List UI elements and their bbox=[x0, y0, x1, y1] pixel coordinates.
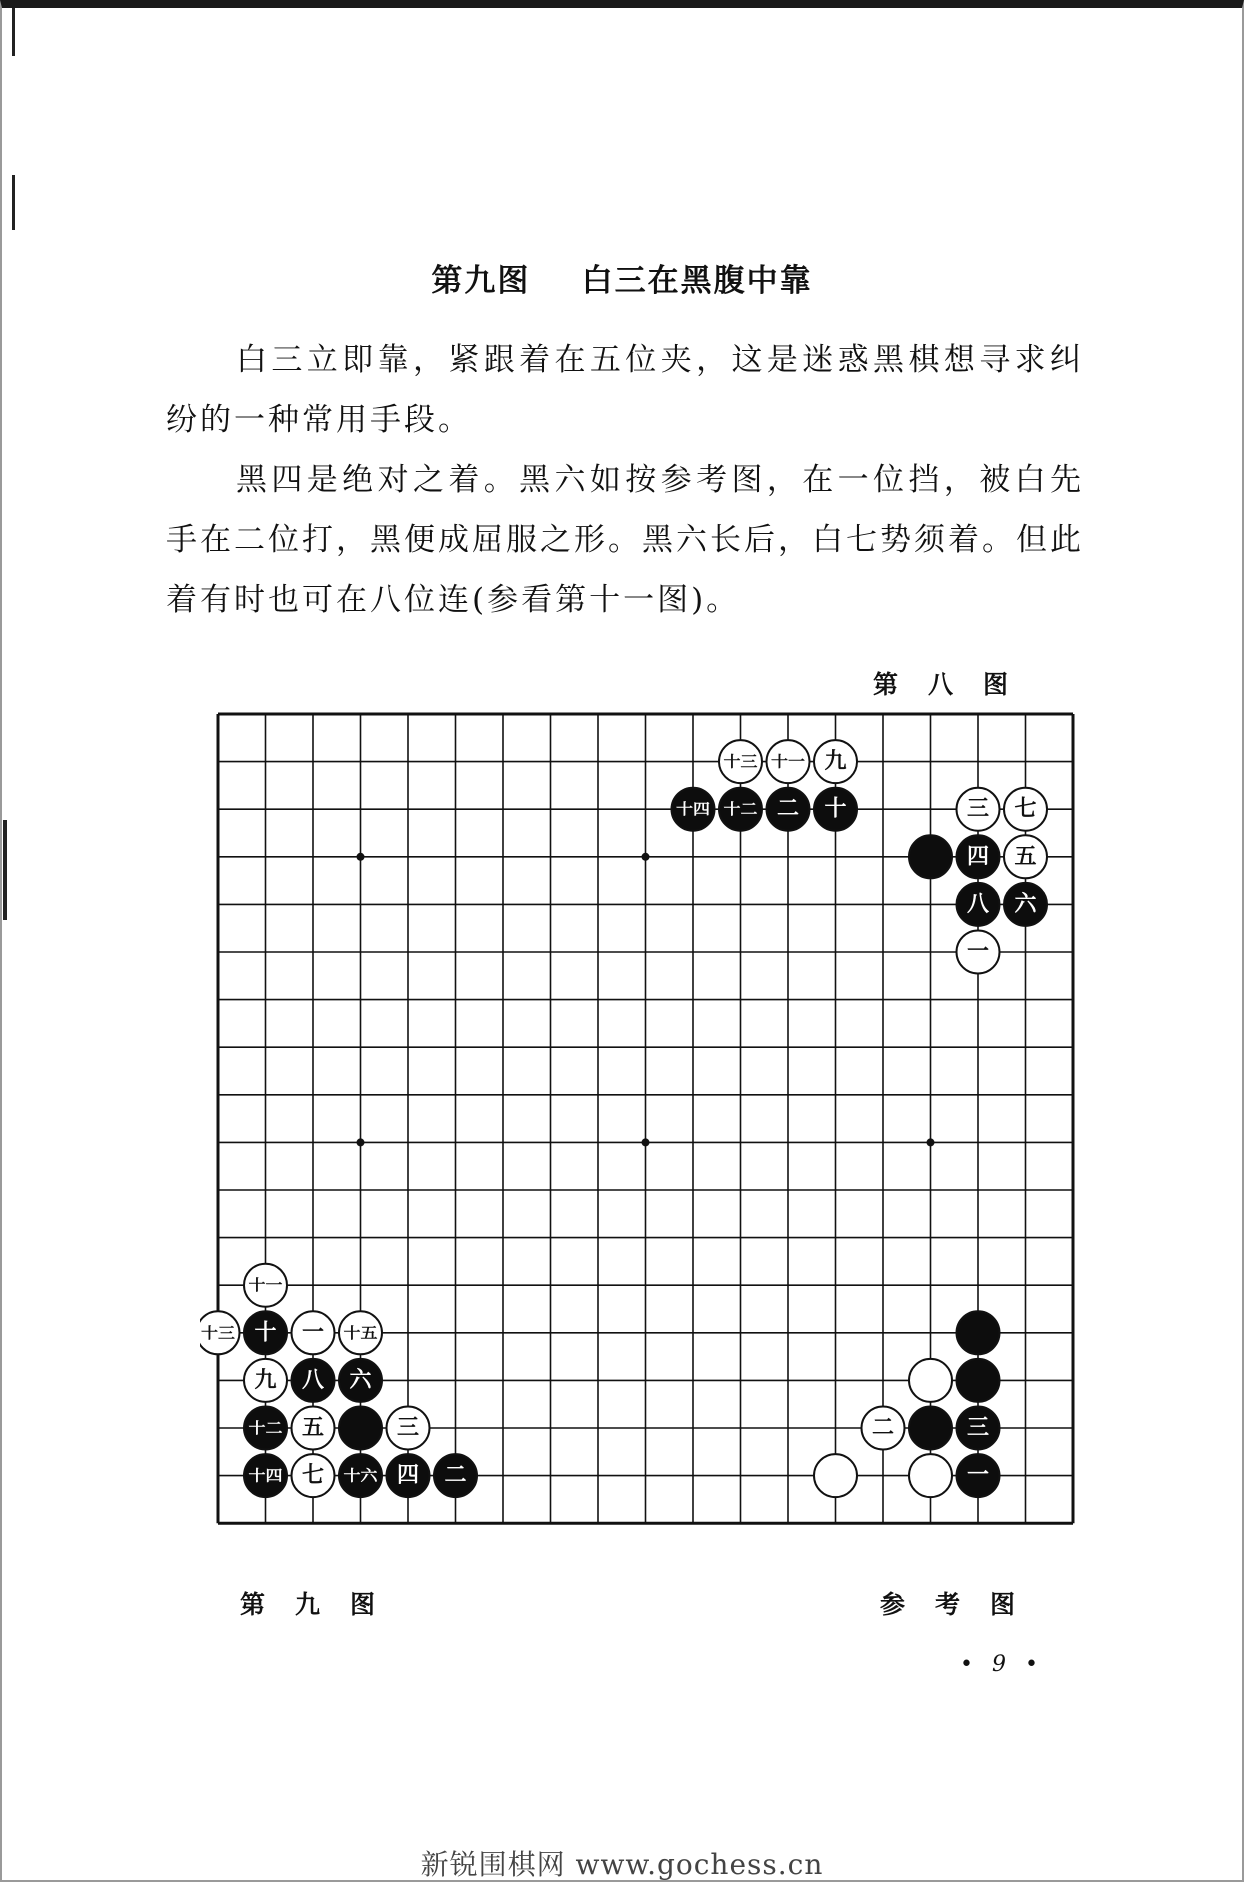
star-point bbox=[357, 853, 365, 861]
title-figure-number: 第九图 bbox=[431, 263, 531, 299]
caption-figure-9: 第九图 bbox=[240, 1590, 406, 1619]
stone-move-label: 十四 bbox=[248, 1466, 283, 1485]
star-point bbox=[927, 1138, 935, 1146]
stone-move-label: 十一 bbox=[771, 752, 805, 771]
caption-reference-figure: 参考图 bbox=[880, 1590, 1046, 1619]
stone-move-label: 七 bbox=[1014, 796, 1037, 822]
stone-move-label: 五 bbox=[301, 1415, 325, 1441]
stone-move-label: 二 bbox=[776, 796, 800, 822]
stone-move-label: 四 bbox=[396, 1463, 420, 1489]
black-stone bbox=[909, 835, 952, 878]
stone-move-label: 一 bbox=[301, 1320, 325, 1346]
star-point bbox=[357, 1138, 365, 1146]
stone-move-label: 三 bbox=[966, 1415, 990, 1441]
stone-move-label: 八 bbox=[301, 1367, 325, 1393]
stone-move-label: 三 bbox=[396, 1415, 420, 1441]
go-board bbox=[200, 700, 1090, 1560]
scan-mark-top-left bbox=[12, 8, 15, 56]
scan-mark-left-edge bbox=[3, 820, 7, 920]
footer-watermark: 新锐围棋网 www.gochess.cn bbox=[420, 1848, 824, 1881]
stone-move-label: 三 bbox=[966, 796, 990, 822]
star-point bbox=[642, 1138, 650, 1146]
stone-move-label: 二 bbox=[444, 1463, 467, 1489]
stone-move-label: 九 bbox=[824, 749, 847, 775]
star-point bbox=[642, 853, 650, 861]
black-stone bbox=[957, 1359, 1000, 1402]
stone-move-label: 十一 bbox=[248, 1276, 283, 1295]
stone-move-label: 十二 bbox=[248, 1419, 283, 1437]
stone-move-label: 十五 bbox=[343, 1323, 378, 1342]
black-stone bbox=[909, 1407, 952, 1450]
caption-figure-8: 第八图 bbox=[873, 670, 1039, 699]
stone-move-label: 六 bbox=[1014, 891, 1037, 917]
stone-move-label: 四 bbox=[966, 844, 990, 870]
black-stone bbox=[957, 1311, 1000, 1354]
scan-mark-left bbox=[12, 175, 15, 230]
stone-move-label: 七 bbox=[301, 1463, 325, 1489]
stone-move-label: 十三 bbox=[723, 752, 758, 771]
stone-move-label: 二 bbox=[871, 1415, 895, 1441]
white-stone bbox=[909, 1454, 952, 1497]
page-title bbox=[0, 255, 1244, 300]
stone-move-label: 十三 bbox=[201, 1323, 235, 1342]
stone-move-label: 十 bbox=[254, 1320, 277, 1346]
stone-move-label: 十四 bbox=[676, 800, 710, 819]
stone-move-label: 十二 bbox=[723, 800, 758, 819]
stone-move-label: 一 bbox=[966, 939, 990, 965]
stone-move-label: 十六 bbox=[343, 1466, 379, 1485]
stone-move-label: 六 bbox=[349, 1367, 372, 1393]
stone-move-label: 五 bbox=[1014, 844, 1037, 870]
white-stone bbox=[909, 1359, 952, 1402]
white-stone bbox=[814, 1454, 857, 1497]
page-number: • 9 • bbox=[960, 1652, 1044, 1677]
stone-move-label: 八 bbox=[966, 891, 990, 917]
stone-move-label: 十 bbox=[824, 796, 847, 822]
title-text: 白三在黑腹中靠 bbox=[581, 263, 813, 299]
black-stone bbox=[339, 1407, 382, 1450]
stone-move-label: 一 bbox=[966, 1463, 990, 1489]
paragraph-1: 白三立即靠，紧跟着在五位夹，这是迷惑黑棋想寻求纠纷的一种常用手段。 bbox=[166, 342, 1084, 438]
stone-move-label: 九 bbox=[254, 1367, 277, 1393]
paragraph-2: 黑四是绝对之着。黑六如按参考图，在一位挡，被白先手在二位打，黑便成屈服之形。黑六长后，白七势须着。但此着有时也可在八位连(参看第十一图)。 bbox=[166, 462, 1084, 618]
